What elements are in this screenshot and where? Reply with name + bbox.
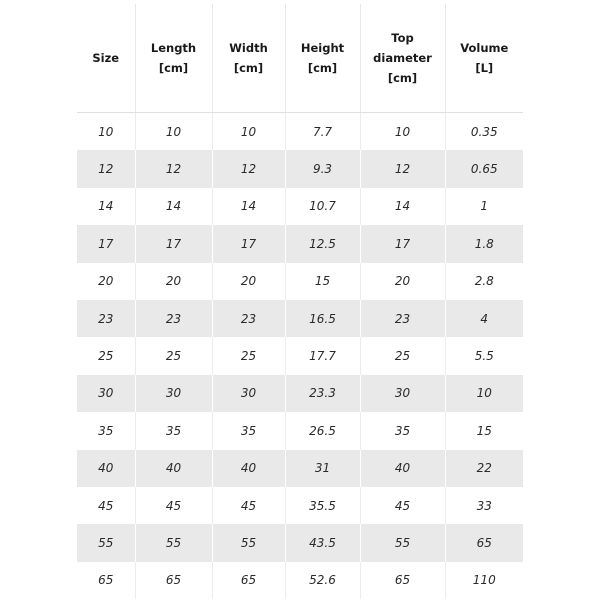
column-header-text: Length xyxy=(150,41,197,55)
table-cell-width: 17 xyxy=(212,225,285,262)
table-row xyxy=(77,263,523,300)
table-cell-length: 10 xyxy=(135,113,212,151)
table-cell-top-diameter: 20 xyxy=(360,263,445,300)
table-cell-top-diameter: 40 xyxy=(360,450,445,487)
table-cell-volume: 2.8 xyxy=(474,274,494,289)
table-cell-volume: 22 xyxy=(445,450,523,487)
column-header-text: Height xyxy=(300,41,345,55)
table-row xyxy=(77,375,523,412)
table-cell-height: 7.7 xyxy=(285,113,360,151)
table-cell-height: 52.6 xyxy=(285,562,360,599)
table-cell-size: 20 xyxy=(77,263,135,300)
table-cell-height: 10.7 xyxy=(285,188,360,225)
table-cell-size: 10 xyxy=(77,113,135,151)
table-cell-height: 12.5 xyxy=(285,225,360,262)
table-row xyxy=(77,487,523,524)
table-row xyxy=(77,337,523,374)
table-cell-length: 35 xyxy=(135,412,212,449)
table-cell-top-diameter: 55 xyxy=(360,524,445,561)
table-cell-width: 45 xyxy=(212,487,285,524)
table-cell-volume: 15 xyxy=(476,423,492,438)
table-cell-volume: 10 xyxy=(445,375,523,412)
table-cell-length: 55 xyxy=(135,524,212,561)
table-cell-length: 23 xyxy=(135,300,212,337)
table-cell-top-diameter: 45 xyxy=(360,487,445,524)
table-cell-volume: 110 xyxy=(472,573,496,588)
table-cell-size: 40 xyxy=(77,450,135,487)
table-cell-width: 40 xyxy=(212,450,285,487)
table-cell-height: 17.7 xyxy=(285,337,360,374)
table-cell-length: 20 xyxy=(135,263,212,300)
table-cell-length: 40 xyxy=(135,450,212,487)
column-header-volume xyxy=(445,4,523,113)
table-cell-size: 17 xyxy=(77,225,135,262)
column-header-text: Top xyxy=(391,31,414,45)
table-cell-top-diameter: 12 xyxy=(360,150,445,187)
size-table xyxy=(77,4,523,599)
table-row xyxy=(77,450,523,487)
table-cell-top-diameter: 25 xyxy=(360,337,445,374)
table-header xyxy=(77,4,523,113)
table-cell-volume: 1.8 xyxy=(445,225,523,262)
column-header-text: [cm] xyxy=(307,61,338,75)
table-row xyxy=(77,300,523,337)
table-cell-size: 23 xyxy=(77,300,135,337)
table-cell-width: 23 xyxy=(212,300,285,337)
table-cell-top-diameter: 35 xyxy=(360,412,445,449)
table-cell-height: 16.5 xyxy=(285,300,360,337)
column-header-text: [cm] xyxy=(387,71,418,85)
table-cell-width: 20 xyxy=(212,263,285,300)
table-row xyxy=(77,562,523,599)
table-row xyxy=(77,113,523,151)
table-cell-width: 12 xyxy=(212,150,285,187)
table-row xyxy=(77,524,523,561)
table-cell-height: 43.5 xyxy=(285,524,360,561)
table-cell-size: 30 xyxy=(77,375,135,412)
column-header-text: [L] xyxy=(475,61,494,75)
table-cell-height: 23.3 xyxy=(285,375,360,412)
table-cell-top-diameter: 14 xyxy=(360,188,445,225)
column-header-text: Volume xyxy=(460,41,509,55)
column-header-top-diameter xyxy=(360,4,445,113)
table-cell-top-diameter: 23 xyxy=(360,300,445,337)
table-cell-length: 12 xyxy=(135,150,212,187)
table-cell-size: 14 xyxy=(77,188,135,225)
column-header-height xyxy=(285,4,360,113)
table-cell-top-diameter: 65 xyxy=(360,562,445,599)
table-cell-volume: 65 xyxy=(445,524,523,561)
table-cell-width: 10 xyxy=(212,113,285,151)
table-cell-height: 35.5 xyxy=(285,487,360,524)
table-cell-height: 15 xyxy=(285,263,360,300)
table-cell-top-diameter: 30 xyxy=(360,375,445,412)
column-header-text: [cm] xyxy=(158,61,189,75)
table-cell-length: 45 xyxy=(135,487,212,524)
table-cell-size: 12 xyxy=(77,150,135,187)
table-row xyxy=(77,188,523,225)
table-cell-length: 25 xyxy=(135,337,212,374)
table-cell-height: 31 xyxy=(285,450,360,487)
table-cell-size: 55 xyxy=(77,524,135,561)
column-header-width xyxy=(212,4,285,113)
column-header-text: Width xyxy=(229,41,268,55)
column-header-size xyxy=(77,4,135,113)
table-cell-width: 65 xyxy=(212,562,285,599)
table-row xyxy=(77,150,523,187)
table-row xyxy=(77,225,523,262)
column-header-text: [cm] xyxy=(233,61,264,75)
table-cell-width: 55 xyxy=(212,524,285,561)
table-cell-size: 35 xyxy=(77,412,135,449)
table-cell-length: 14 xyxy=(135,188,212,225)
table-cell-top-diameter: 10 xyxy=(360,113,445,151)
table-cell-length: 65 xyxy=(135,562,212,599)
table-cell-volume: 1 xyxy=(480,199,489,214)
table-cell-height: 9.3 xyxy=(285,150,360,187)
table-cell-size: 25 xyxy=(77,337,135,374)
column-header-text: diameter xyxy=(373,51,432,65)
table-body xyxy=(77,113,523,600)
table-cell-length: 30 xyxy=(135,375,212,412)
table-cell-size: 65 xyxy=(77,562,135,599)
table-cell-width: 35 xyxy=(212,412,285,449)
table-cell-length: 17 xyxy=(135,225,212,262)
table-cell-size: 45 xyxy=(77,487,135,524)
column-header-text: Size xyxy=(92,51,120,65)
table-cell-width: 14 xyxy=(212,188,285,225)
table-cell-volume: 0.65 xyxy=(445,150,523,187)
table-cell-volume: 0.35 xyxy=(470,124,498,139)
table-cell-volume: 33 xyxy=(476,498,492,513)
table-row xyxy=(77,412,523,449)
column-header-length xyxy=(135,4,212,113)
table-cell-volume: 4 xyxy=(445,300,523,337)
table-cell-top-diameter: 17 xyxy=(360,225,445,262)
table-cell-width: 25 xyxy=(212,337,285,374)
table-cell-volume: 5.5 xyxy=(474,349,494,364)
table-cell-height: 26.5 xyxy=(285,412,360,449)
table-cell-width: 30 xyxy=(212,375,285,412)
header-row xyxy=(77,4,523,113)
